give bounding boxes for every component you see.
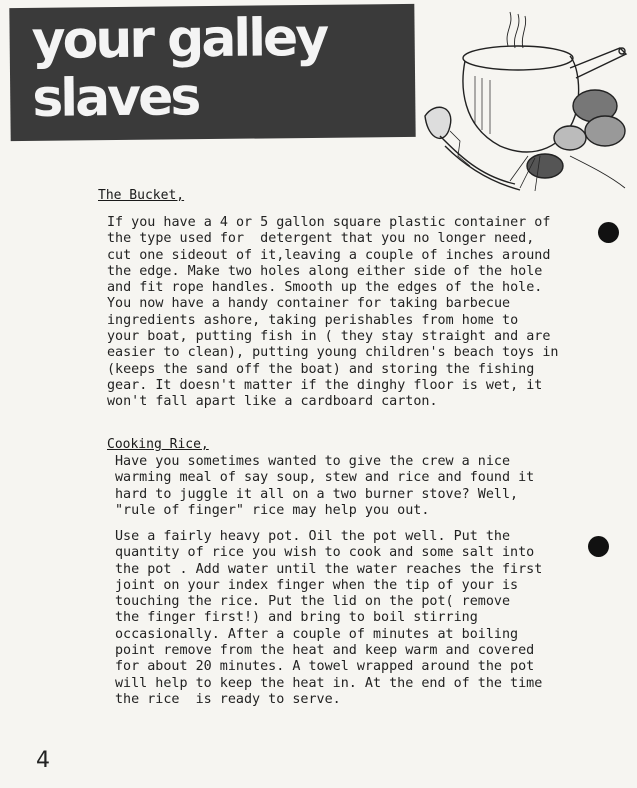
text-line: the type used for detergent that you no longer need,	[107, 231, 535, 247]
banner-title	[31, 8, 412, 128]
text-line: your boat, putting fish in ( they stay straight and are	[107, 329, 551, 345]
text-line: the edge. Make two holes along either side of the hole	[107, 263, 543, 279]
text-line: easier to clean), putting young children's beach toys in	[107, 345, 559, 361]
title-banner	[9, 4, 415, 141]
text-line: (keeps the sand off the boat) and storing the fishing	[107, 361, 535, 377]
rice-intro-paragraph	[115, 454, 534, 519]
text-line: hard to juggle it all on a two burner stove? Well,	[115, 486, 519, 502]
binder-hole	[598, 222, 619, 243]
banner-title-line2: slaves	[31, 67, 199, 129]
text-line: and fit rope handles. Smooth up the edges of the hole.	[107, 280, 543, 296]
text-line: If you have a 4 or 5 gallon square plastic container of	[107, 215, 551, 230]
text-line: for about 20 minutes. A towel wrapped around the pot	[115, 659, 535, 675]
text-line: Have you sometimes wanted to give the crew a nice	[115, 454, 511, 469]
text-line: Use a fairly heavy pot. Oil the pot well. Put the	[115, 529, 511, 544]
bucket-paragraph	[107, 215, 558, 411]
pot-and-vegetables-illustration	[420, 6, 635, 196]
page-number: 4	[36, 748, 50, 773]
banner-title-line1: your galley	[31, 7, 327, 71]
text-line: ingredients ashore, taking perishables from home to	[107, 312, 519, 328]
section-heading-bucket: The Bucket,	[98, 188, 185, 203]
text-line: joint on your index finger when the tip of your is	[115, 577, 519, 593]
binder-hole	[588, 536, 609, 557]
text-line: gear. It doesn't matter if the dinghy floor is wet, it	[107, 377, 543, 393]
text-line: cut one sideout of it,leaving a couple of inches around	[107, 247, 551, 263]
text-line: warming meal of say soup, stew and rice and found it	[115, 470, 535, 486]
section-heading-cooking-rice: Cooking Rice,	[107, 437, 209, 452]
text-line: point remove from the heat and keep warm and covered	[115, 643, 535, 659]
text-line: will help to keep the heat in. At the end of the time	[115, 675, 543, 691]
text-line: quantity of rice you wish to cook and some salt into	[115, 545, 535, 561]
text-line: the rice is ready to serve.	[115, 691, 341, 707]
text-line: You now have a handy container for taking barbecue	[107, 296, 511, 312]
rice-method-paragraph	[115, 529, 542, 708]
text-line: "rule of finger" rice may help you out.	[115, 502, 430, 518]
text-line: won't fall apart like a cardboard carton.	[107, 394, 438, 410]
text-line: touching the rice. Put the lid on the pot( remove	[115, 594, 511, 610]
text-line: the pot . Add water until the water reaches the first	[115, 561, 543, 577]
text-line: occasionally. After a couple of minutes at boiling	[115, 626, 519, 642]
text-line: the finger first!) and bring to boil stirring	[115, 610, 478, 626]
